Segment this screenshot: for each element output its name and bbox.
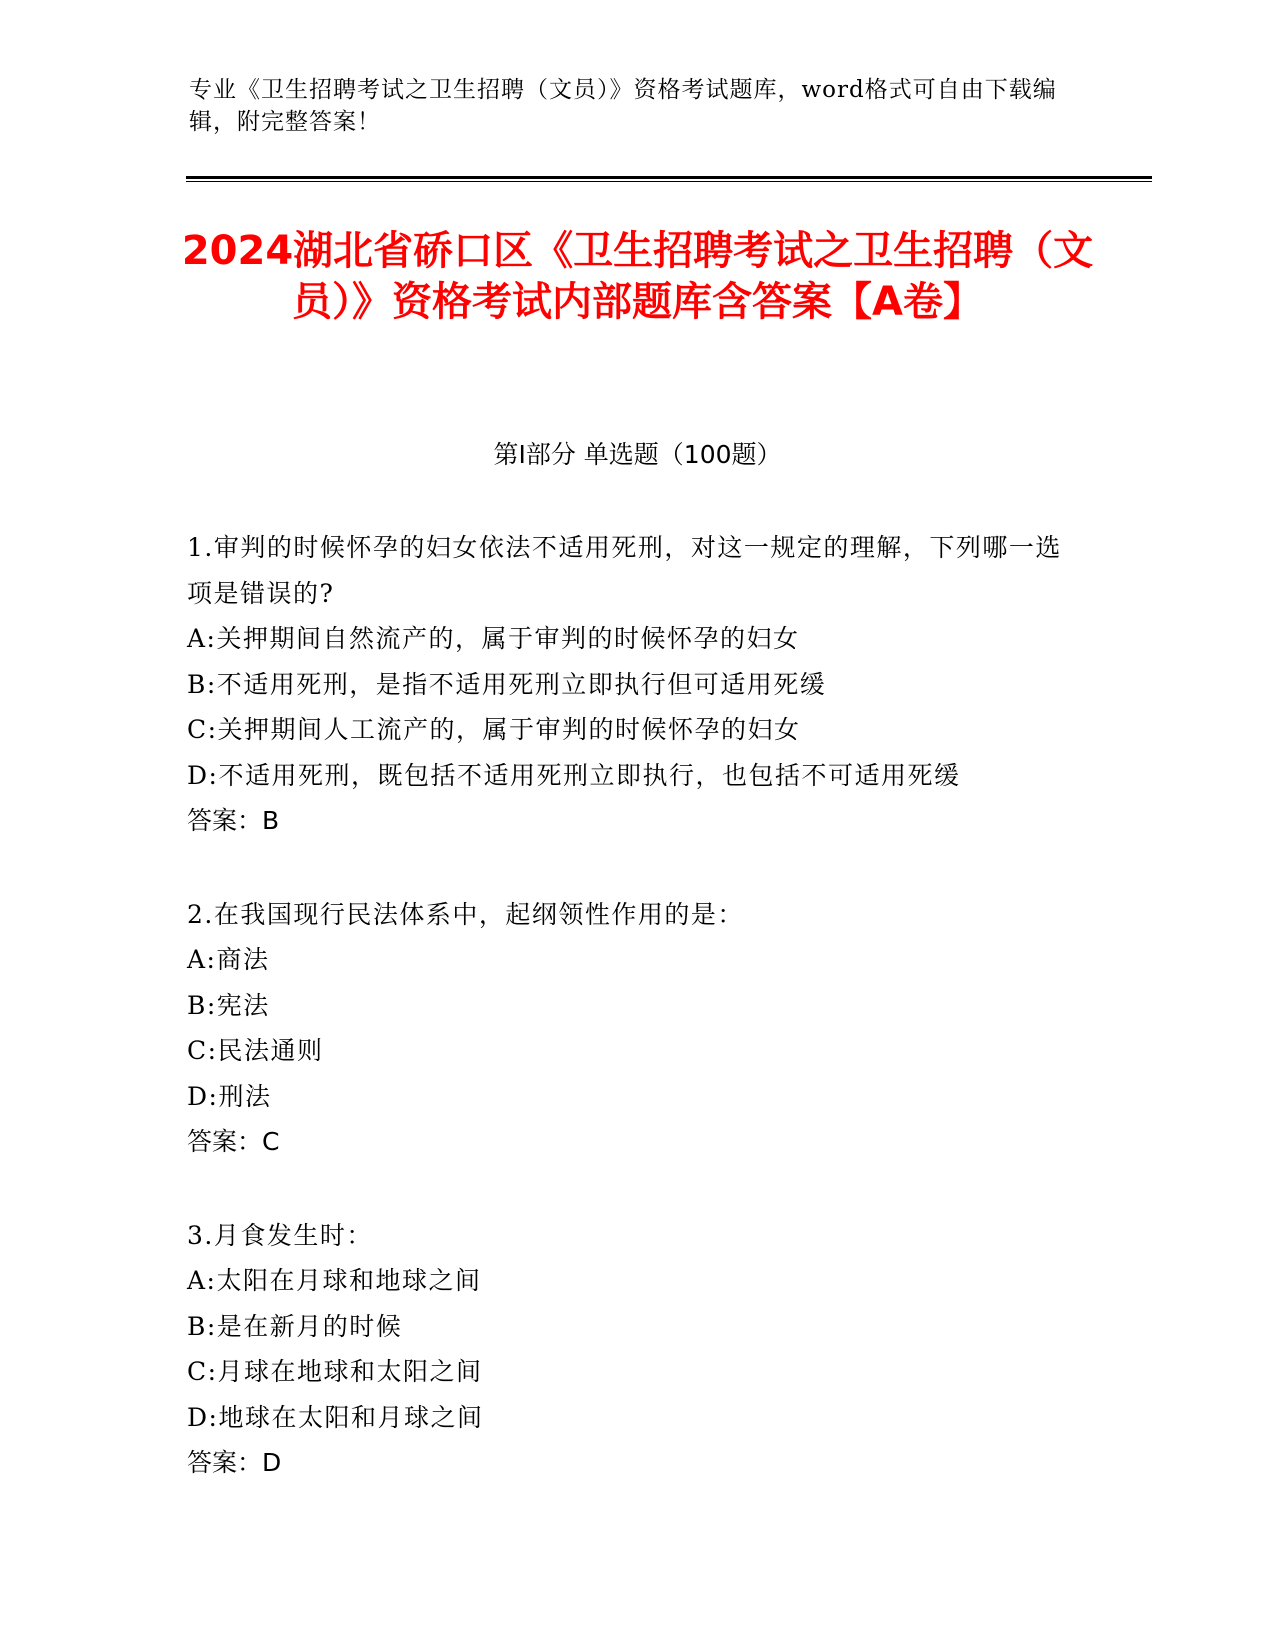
document-title: 2024湖北省硚口区《卫生招聘考试之卫生招聘（文员）》资格考试内部题库含答案【A卷】 (181, 228, 1094, 325)
option-c: C:民法通则 (187, 1036, 324, 1065)
header-note: 专业《卫生招聘考试之卫生招聘（文员）》资格考试题库，word格式可自由下载编辑，附完整答案！ (189, 77, 1057, 135)
header-divider (186, 176, 1152, 179)
question-text: 3.月食发生时： (187, 1220, 373, 1250)
option-a: A:太阳在月球和地球之间 (187, 1266, 482, 1295)
question-text: 1.审判的时候怀孕的妇女依法不适用死刑，对这一规定的理解，下列哪一选项是错误的? (187, 533, 1062, 608)
question-2 (187, 892, 1067, 1165)
answer: 答案：C (187, 1127, 280, 1156)
question-3 (187, 1213, 1067, 1486)
question-list (187, 525, 1067, 1534)
option-a: A:商法 (187, 945, 270, 974)
question-text: 2.在我国现行民法体系中，起纲领性作用的是： (187, 899, 744, 929)
option-c: C:关押期间人工流产的，属于审判的时候怀孕的妇女 (187, 715, 801, 744)
answer: 答案：D (187, 1448, 282, 1477)
option-b: B:是在新月的时候 (187, 1311, 403, 1341)
option-a: A:关押期间自然流产的，属于审判的时候怀孕的妇女 (187, 624, 800, 653)
option-c: C:月球在地球和太阳之间 (187, 1357, 483, 1386)
option-d: D:地球在太阳和月球之间 (187, 1402, 484, 1432)
section-title: 第I部分 单选题（100题） (493, 440, 782, 469)
option-b: B:不适用死刑，是指不适用死刑立即执行但可适用死缓 (187, 669, 827, 699)
option-d: D:不适用死刑，既包括不适用死刑立即执行，也包括不可适用死缓 (187, 760, 961, 790)
header-divider-thin (186, 181, 1152, 182)
answer: 答案：B (187, 806, 280, 835)
option-b: B:宪法 (187, 990, 270, 1020)
question-1 (187, 525, 1067, 844)
option-d: D:刑法 (187, 1081, 272, 1111)
